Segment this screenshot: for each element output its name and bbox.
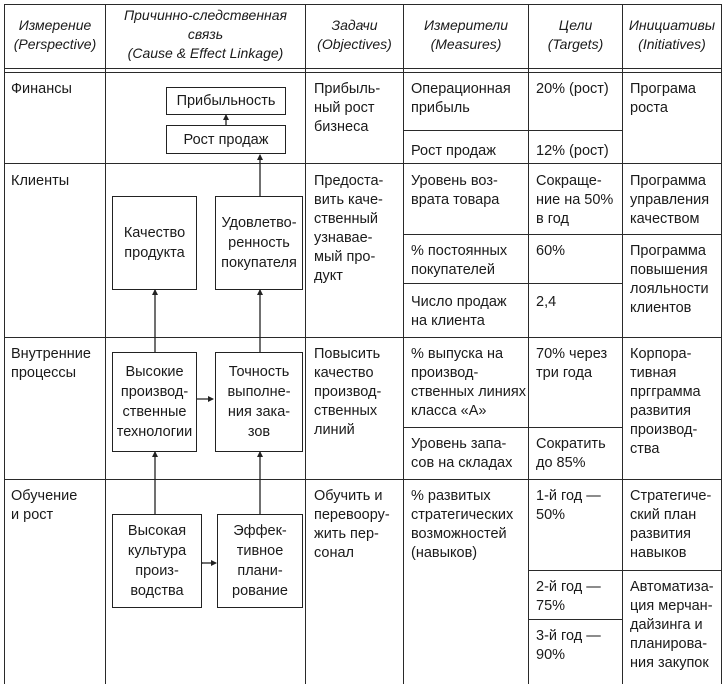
header-initiatives: Инициативы (Initiatives): [628, 17, 716, 52]
measure-regular-customers: % постоянных покупателей: [411, 243, 508, 278]
header-linkage: Причинно-следственная связь (Cause & Effect Linkage): [124, 7, 287, 61]
target-return-rate: Сокраще- ние на 50% в год: [536, 173, 614, 227]
box-sales-growth: Рост продаж: [166, 125, 286, 154]
perspective-finance: Финансы: [11, 81, 72, 97]
measure-return-rate: Уровень воз- врата товара: [411, 173, 500, 208]
target-year-3: 3-й год — 90%: [536, 628, 601, 663]
box-production-culture: Высокая культура произ- водства: [112, 514, 202, 608]
target-regular-customers: 60%: [536, 243, 566, 259]
initiative-loyalty-program: Программа повышения лояльности клиентов: [630, 243, 709, 316]
header-measures: Измерители (Measures): [424, 17, 508, 52]
measure-class-a-output: % выпуска на производ- ственных линиях класса «А»: [411, 346, 526, 419]
perspective-learning: Обучение и рост: [11, 488, 78, 523]
target-year-1: 1-й год — 50%: [536, 488, 601, 523]
perspective-clients: Клиенты: [11, 173, 70, 189]
measure-operating-profit: Операционная прибыль: [411, 81, 511, 116]
objective-clients: Предоста- вить каче- ственный узнавае- мый про- дукт: [314, 173, 384, 284]
measure-sales-per-client: Число продаж на клиента: [411, 294, 507, 329]
target-year-2: 2-й год — 75%: [536, 579, 601, 614]
objective-learning: Обучить и перевоору- жить пер- сонал: [314, 488, 390, 561]
objective-finance: Прибыль- ный рост бизнеса: [314, 81, 381, 135]
box-effective-planning: Эффек- тивное плани- рование: [217, 514, 303, 608]
target-sales-growth: 12% (рост): [536, 143, 609, 159]
measure-developed-skills: % развитых стратегических возможностей (навыков): [411, 488, 514, 561]
measure-sales-growth: Рост продаж: [411, 143, 496, 159]
box-profitability: Прибыльность: [166, 87, 286, 115]
initiative-quality-program: Программа управления качеством: [630, 173, 710, 227]
measure-stock-level: Уровень запа- сов на складах: [411, 436, 513, 471]
target-operating-profit: 20% (рост): [536, 81, 609, 97]
box-order-accuracy: Точность выполне- ния зака- зов: [215, 352, 303, 452]
initiative-merchandising-automation: Автоматиза- ция мерчан- дайзинга и планирова- ния закупок: [630, 579, 714, 671]
objective-internal: Повысить качество производ- ственных линий: [314, 346, 382, 438]
header-targets: Цели (Targets): [547, 17, 604, 52]
header-perspective: Измерение (Perspective): [13, 17, 97, 52]
box-product-quality: Качество продукта: [112, 196, 197, 290]
target-class-a-output: 70% через три года: [536, 346, 608, 381]
initiative-production-program: Корпора- тивная пргграмма развития производ- ства: [630, 346, 701, 457]
target-stock-level: Сократить до 85%: [536, 436, 606, 471]
box-production-technologies: Высокие производ- ственные технологии: [112, 352, 197, 452]
target-sales-per-client: 2,4: [536, 294, 557, 310]
perspective-internal: Внутренние процессы: [11, 346, 91, 381]
initiative-finance: Програма роста: [630, 81, 697, 116]
header-objectives: Задачи (Objectives): [317, 17, 392, 52]
initiative-skills-plan: Стратегиче- ский план развития навыков: [630, 488, 712, 561]
box-customer-satisfaction: Удовлетво- ренность покупателя: [215, 196, 303, 290]
